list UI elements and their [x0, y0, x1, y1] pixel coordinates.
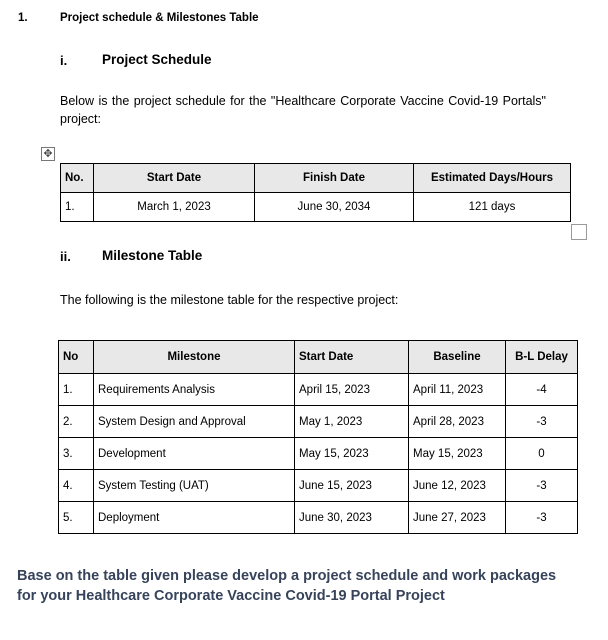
table-row — [61, 193, 571, 222]
milestone-table — [58, 340, 578, 534]
schedule-intro: Below is the project schedule for the "Healthcare Corporate Vaccine Covid-19 Portals" project: — [60, 94, 546, 126]
milestones-intro: The following is the milestone table for the respective project: — [60, 293, 399, 307]
table-cell: 0 — [506, 438, 578, 470]
table-cell: 2. — [59, 406, 94, 438]
table-cell: -3 — [506, 470, 578, 502]
table-row — [59, 502, 578, 534]
table-cell: May 1, 2023 — [295, 406, 409, 438]
table-cell: Development — [94, 438, 295, 470]
table-cell: May 15, 2023 — [295, 438, 409, 470]
table-header: B-L Delay — [506, 341, 578, 374]
schedule-number: i. — [60, 53, 68, 68]
table-row — [59, 470, 578, 502]
table-row — [59, 438, 578, 470]
table-header: Estimated Days/Hours — [414, 164, 571, 193]
table-header: Finish Date — [255, 164, 414, 193]
table-header: Baseline — [409, 341, 506, 374]
table-cell: 1. — [61, 193, 94, 222]
table-header: Milestone — [94, 341, 295, 374]
table-header: Start Date — [295, 341, 409, 374]
table-cell: June 12, 2023 — [409, 470, 506, 502]
table-cell: June 27, 2023 — [409, 502, 506, 534]
section-number: 1. — [18, 12, 28, 24]
table-cell: June 15, 2023 — [295, 470, 409, 502]
table-cell: Deployment — [94, 502, 295, 534]
move-icon[interactable]: ✥ — [41, 147, 55, 161]
table-header-row — [59, 341, 578, 374]
table-cell: June 30, 2034 — [255, 193, 414, 222]
question-text: Base on the table given please develop a project schedule and work packages for your Healthcare Corporate Vaccine Covid-19 Portal Project — [17, 568, 557, 604]
table-cell: April 15, 2023 — [295, 374, 409, 406]
table-header: No. — [61, 164, 94, 193]
resize-icon[interactable] — [571, 224, 587, 240]
table-cell: 1. — [59, 374, 94, 406]
table-cell: April 28, 2023 — [409, 406, 506, 438]
milestones-number: ii. — [60, 249, 71, 264]
schedule-table — [60, 163, 571, 222]
table-row — [59, 374, 578, 406]
section-title: Project schedule & Milestones Table — [60, 12, 259, 24]
table-cell: -3 — [506, 406, 578, 438]
table-header: No — [59, 341, 94, 374]
table-cell: Requirements Analysis — [94, 374, 295, 406]
table-cell: -4 — [506, 374, 578, 406]
table-row — [59, 406, 578, 438]
table-cell: 3. — [59, 438, 94, 470]
table-cell: May 15, 2023 — [409, 438, 506, 470]
milestones-title: Milestone Table — [102, 248, 203, 263]
table-cell: 5. — [59, 502, 94, 534]
table-cell: 4. — [59, 470, 94, 502]
table-cell: June 30, 2023 — [295, 502, 409, 534]
table-header-row — [61, 164, 571, 193]
table-cell: System Testing (UAT) — [94, 470, 295, 502]
table-cell: March 1, 2023 — [94, 193, 255, 222]
table-cell: 121 days — [414, 193, 571, 222]
table-cell: System Design and Approval — [94, 406, 295, 438]
schedule-title: Project Schedule — [102, 52, 212, 67]
table-cell: April 11, 2023 — [409, 374, 506, 406]
table-cell: -3 — [506, 502, 578, 534]
table-header: Start Date — [94, 164, 255, 193]
